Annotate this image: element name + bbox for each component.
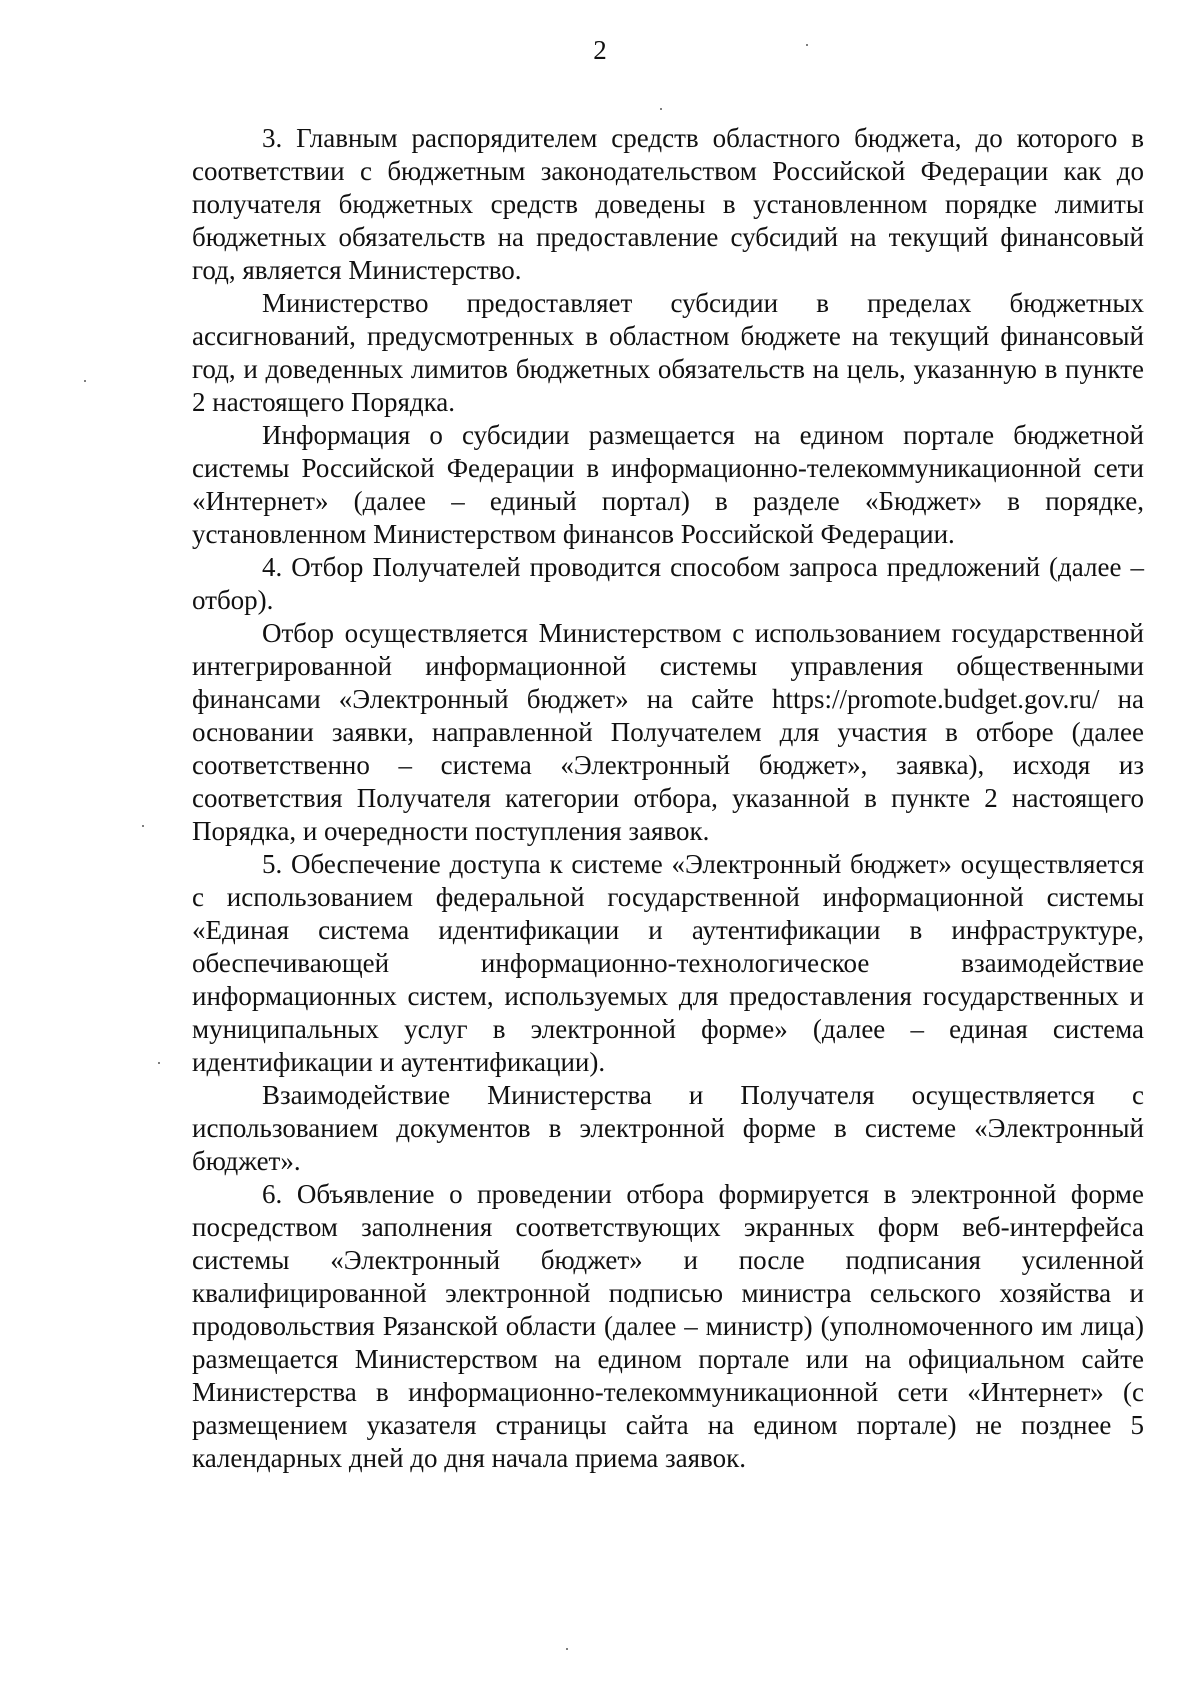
scan-speck: [158, 1062, 160, 1064]
paragraph-subsidy-information: Информация о субсидии размещается на едином портале бюджетной системы Российской Федерации в информационно-телекоммуникационной сети «Интернет» (далее – единый портал) в разделе «Бюджет» в порядке, установленном Министерством финансов Российской Федерации.: [192, 420, 1144, 549]
paragraph-selection-procedure: Отбор осуществляется Министерством с использованием государственной интегрированной информационной системы управления общественными финансами «Электронный бюджет» на сайте https://promote.budget.gov.ru/ на основании заявки, направленной Получателем для участия в отборе (далее соответственно – система «Электронный бюджет», заявка), исходя из соответствия Получателя категории отбора, указанной в пункте 2 настоящего Порядка, и очередности поступления заявок.: [192, 618, 1144, 846]
paragraph-4-selection-method: 4. Отбор Получателей проводится способом запроса предложений (далее – отбор).: [192, 552, 1144, 615]
scan-speck: [142, 825, 144, 827]
paragraph-5-system-access: 5. Обеспечение доступа к системе «Электронный бюджет» осуществляется с использованием федеральной государственной информационной системы «Единая система идентификации и аутентификации в инфраструктуре, обеспечивающей информационно-технологическое взаимодействие информационных систем, используемых для предоставления государственных и муниципальных услуг в электронной форме» (далее – единая система идентификации и аутентификации).: [192, 849, 1144, 1077]
page-number: 2: [593, 35, 607, 65]
scan-speck: [84, 380, 86, 382]
scan-speck: [660, 108, 662, 110]
paragraph-interaction: Взаимодействие Министерства и Получателя осуществляется с использованием документов в электронной форме в системе «Электронный бюджет».: [192, 1080, 1144, 1176]
document-body: [192, 122, 1144, 1475]
scan-speck: [806, 44, 808, 46]
scan-speck: [566, 1648, 568, 1650]
paragraph-6-announcement: 6. Объявление о проведении отбора формируется в электронной форме посредством заполнения соответствующих экранных форм веб-интерфейса системы «Электронный бюджет» и после подписания усиленной квалифицированной электронной подписью министра сельского хозяйства и продовольствия Рязанской области (далее – министр) (уполномоченного им лица) размещается Министерством на едином портале или на официальном сайте Министерства в информационно-телекоммуникационной сети «Интернет» (с размещением указателя страницы сайта на едином портале) не позднее 5 календарных дней до дня начала приема заявок.: [192, 1179, 1144, 1473]
paragraph-3-main-administrator: 3. Главным распорядителем средств областного бюджета, до которого в соответствии с бюджетным законодательством Российской Федерации как до получателя бюджетных средств доведены в установленном порядке лимиты бюджетных обязательств на предоставление субсидий на текущий финансовый год, является Министерство.: [192, 123, 1144, 285]
paragraph-subsidy-limits: Министерство предоставляет субсидии в пределах бюджетных ассигнований, предусмотренных в областном бюджете на текущий финансовый год, и доведенных лимитов бюджетных обязательств на цель, указанную в пункте 2 настоящего Порядка.: [192, 288, 1144, 417]
